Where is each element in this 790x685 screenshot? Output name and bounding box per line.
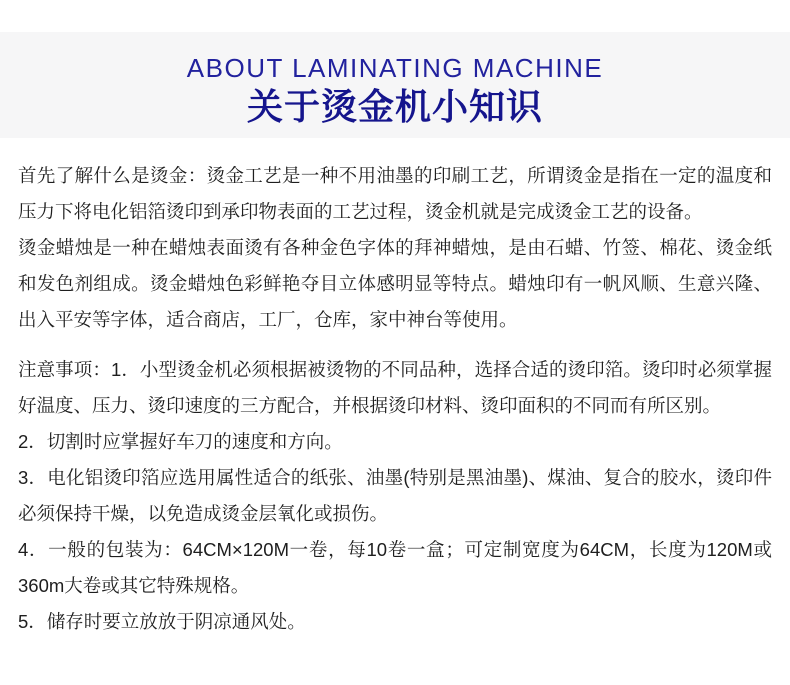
page-title-chinese: 关于烫金机小知识 [246,86,543,127]
header-band [0,32,790,138]
page-title-english: ABOUT LAMINATING MACHINE [186,53,604,83]
paragraph-hot-stamping-candle: 烫金蜡烛是一种在蜡烛表面烫有各种金色字体的拜神蜡烛，是由石蜡、竹签、棉花、烫金纸和发色剂组成。烫金蜡烛色彩鲜艳夺目立体感明显等特点。蜡烛印有一帆风顺、生意兴隆、出入平安等字体，适合商店，工厂，仓库，家中神台等使用。 [18,237,772,330]
note-item-3: 3．电化铝烫印箔应选用属性适合的纸张、油墨(特别是黑油墨)、煤油、复合的胶水，烫印件必须保持干燥，以免造成烫金层氧化或损伤。 [18,467,772,524]
note-item-2: 2．切割时应掌握好车刀的速度和方向。 [18,431,343,452]
top-white-strip [0,0,790,32]
article-body [0,138,790,640]
note-item-4: 4．一般的包装为：64CM×120M一卷，每10卷一盒；可定制宽度为64CM，长度为120M或360m大卷或其它特殊规格。 [18,539,772,596]
paragraph-what-is-hot-stamping: 首先了解什么是烫金：烫金工艺是一种不用油墨的印刷工艺，所谓烫金是指在一定的温度和压力下将电化铝箔烫印到承印物表面的工艺过程，烫金机就是完成烫金工艺的设备。 [18,165,772,222]
note-item-5: 5．储存时要立放放于阴凉通风处。 [18,611,306,632]
note-item-1: 注意事项：1．小型烫金机必须根据被烫物的不同品种，选择合适的烫印箔。烫印时必须掌握好温度、压力、烫印速度的三方配合，并根据烫印材料、烫印面积的不同而有所区别。 [18,359,772,416]
